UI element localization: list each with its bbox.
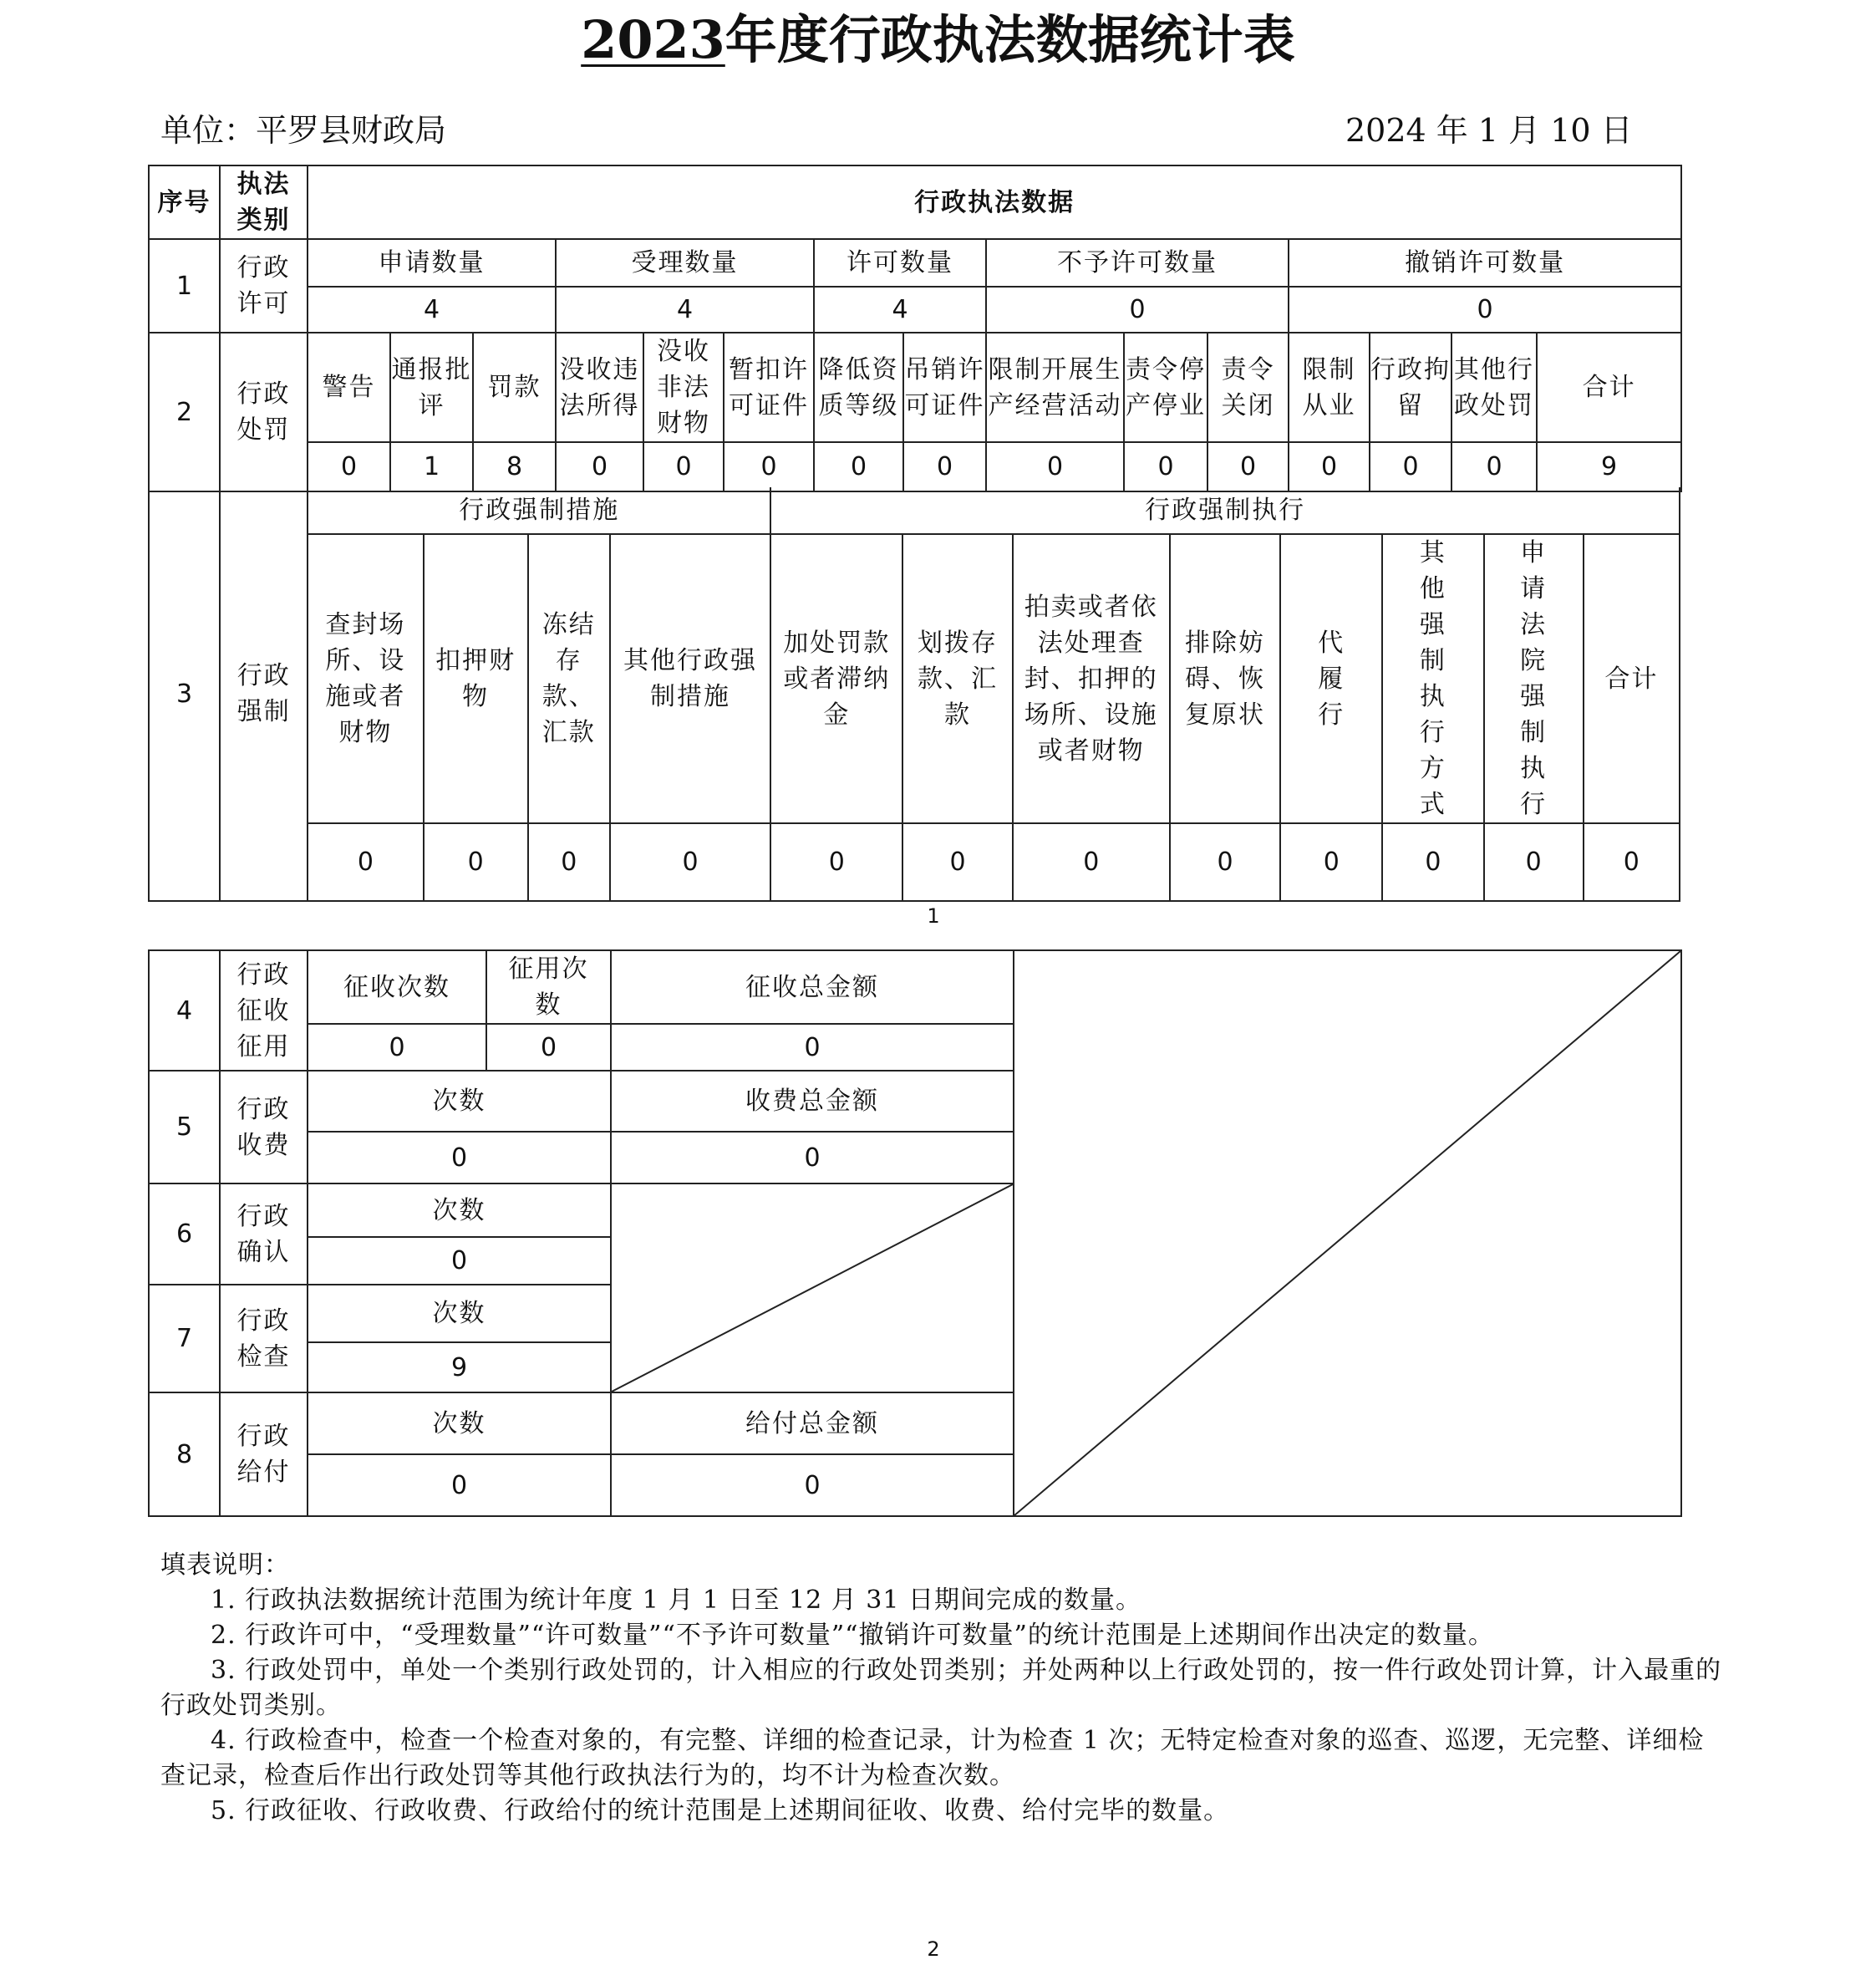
row3-value: 0 — [1013, 823, 1170, 901]
row2-value-total: 9 — [1537, 442, 1681, 491]
row2-header: 责令停产停业 — [1124, 333, 1207, 442]
row2-header: 通报批评 — [390, 333, 473, 442]
row1-value: 4 — [308, 287, 556, 333]
statistics-table-part2 — [148, 949, 1682, 1517]
blank-diagonal-cell-small — [611, 1183, 1014, 1392]
row2-value: 1 — [390, 442, 473, 491]
row2-value: 0 — [1124, 442, 1207, 491]
row1-value: 4 — [814, 287, 986, 333]
row2-values-row — [149, 442, 1681, 491]
row1-category: 行政许可 — [220, 239, 308, 333]
row2-header: 限制开展生产经营活动 — [986, 333, 1124, 442]
row3-value: 0 — [1170, 823, 1280, 901]
row7-category: 行政检查 — [220, 1285, 308, 1392]
row2-value: 0 — [1289, 442, 1370, 491]
row1-seq: 1 — [149, 239, 220, 333]
row6-value: 0 — [308, 1237, 611, 1285]
row1-header-denied: 不予许可数量 — [986, 239, 1289, 287]
row7-seq: 7 — [149, 1285, 220, 1392]
row3-header: 代履行 — [1280, 534, 1382, 823]
row2-value: 0 — [903, 442, 986, 491]
row7-value: 9 — [308, 1342, 611, 1392]
row2-header: 其他行政处罚 — [1451, 333, 1537, 442]
statistics-table-part1-row3 — [148, 487, 1680, 902]
row3-header: 申请法院强制执行 — [1484, 534, 1584, 823]
note-item: 4. 行政检查中，检查一个检查对象的，有完整、详细的检查记录，计为检查 1 次；无特定检查对象的巡查、巡逻，无完整、详细检查记录，检查后作出行政处罚等其他行政执法行为的，均不计为检查次数。 — [160, 1726, 1705, 1790]
row2-header: 吊销许可证件 — [903, 333, 986, 442]
row3-value: 0 — [1382, 823, 1483, 901]
row2-value: 0 — [724, 442, 814, 491]
row8-category: 行政给付 — [220, 1392, 308, 1516]
row8-value: 0 — [308, 1454, 611, 1516]
row2-header-total: 合计 — [1537, 333, 1681, 442]
row4-category: 行政征收征用 — [220, 950, 308, 1071]
row2-header: 责令关闭 — [1207, 333, 1289, 442]
row2-header: 行政拘留 — [1370, 333, 1451, 442]
row2-value: 0 — [814, 442, 903, 491]
row1-header-accepted: 受理数量 — [556, 239, 814, 287]
row3-value: 0 — [528, 823, 610, 901]
row3-header: 划拨存款、汇款 — [902, 534, 1012, 823]
row1-header-application: 申请数量 — [308, 239, 556, 287]
row3-value: 0 — [424, 823, 528, 901]
row1-values-row — [149, 287, 1681, 333]
page-number-1: 1 — [927, 904, 940, 928]
row8-header: 次数 — [308, 1392, 611, 1454]
row2-header-row — [149, 333, 1681, 442]
report-date: 2024 年 1 月 10 日 — [1345, 112, 1633, 149]
row2-header: 警告 — [308, 333, 390, 442]
row3-values-row — [149, 823, 1680, 901]
row5-seq: 5 — [149, 1071, 220, 1183]
row4-seq: 4 — [149, 950, 220, 1071]
row1-value: 0 — [1289, 287, 1681, 333]
row2-header: 没收违法所得 — [556, 333, 643, 442]
page-number-2: 2 — [927, 1937, 940, 1961]
fill-instructions — [160, 1548, 1723, 1829]
row3-header: 拍卖或者依法处理查封、扣押的场所、设施或者财物 — [1013, 534, 1170, 823]
row2-header: 没收非法财物 — [643, 333, 724, 442]
row3-value: 0 — [770, 823, 902, 901]
row2-value: 0 — [1451, 442, 1537, 491]
row7-header: 次数 — [308, 1285, 611, 1342]
row5-header: 收费总金额 — [611, 1071, 1014, 1132]
row8-seq: 8 — [149, 1392, 220, 1516]
row4-header: 征用次数 — [486, 950, 611, 1024]
seq-header: 序号 — [149, 165, 220, 239]
row3-group-measures: 行政强制措施 — [308, 487, 770, 534]
row4-header: 征收次数 — [308, 950, 486, 1024]
row3-group-row — [149, 487, 1680, 534]
row4-value: 0 — [611, 1024, 1014, 1071]
row2-seq: 2 — [149, 333, 220, 491]
row2-header: 降低资质等级 — [814, 333, 903, 442]
row3-seq: 3 — [149, 487, 220, 901]
data-header: 行政执法数据 — [308, 165, 1681, 239]
row5-value: 0 — [308, 1132, 611, 1183]
row4-value: 0 — [486, 1024, 611, 1071]
row6-header: 次数 — [308, 1183, 611, 1237]
row2-value: 0 — [556, 442, 643, 491]
row4-header-row — [149, 950, 1681, 1024]
title-year: 2023 — [581, 9, 725, 70]
title-text: 年度行政执法数据统计表 — [724, 9, 1295, 70]
row2-category: 行政处罚 — [220, 333, 308, 491]
page-title — [0, 7, 1876, 74]
row3-value: 0 — [1484, 823, 1584, 901]
notes-title: 填表说明： — [160, 1550, 290, 1580]
row3-header: 加处罚款或者滞纳金 — [770, 534, 902, 823]
row3-category: 行政强制 — [220, 487, 308, 901]
diagonal-line — [1014, 951, 1680, 1515]
row3-header-total: 合计 — [1584, 534, 1680, 823]
row3-group-enforcement: 行政强制执行 — [770, 487, 1680, 534]
blank-diagonal-cell-large — [1014, 950, 1681, 1516]
row2-value: 8 — [473, 442, 556, 491]
row3-value: 0 — [610, 823, 770, 901]
header-row — [149, 165, 1681, 239]
row8-header: 给付总金额 — [611, 1392, 1014, 1454]
row8-value: 0 — [611, 1454, 1014, 1516]
row4-header: 征收总金额 — [611, 950, 1014, 1024]
row3-header-row — [149, 534, 1680, 823]
row1-header-revoked: 撤销许可数量 — [1289, 239, 1681, 287]
row1-value: 0 — [986, 287, 1289, 333]
note-item: 5. 行政征收、行政收费、行政给付的统计范围是上述期间征收、收费、给付完毕的数量。 — [211, 1796, 1230, 1825]
row6-category: 行政确认 — [220, 1183, 308, 1285]
row2-value: 0 — [1370, 442, 1451, 491]
note-item: 3. 行政处罚中，单处一个类别行政处罚的，计入相应的行政处罚类别；并处两种以上行政处罚的，按一件行政处罚计算，计入最重的行政处罚类别。 — [160, 1656, 1722, 1720]
row2-value: 0 — [1207, 442, 1289, 491]
row2-value: 0 — [986, 442, 1124, 491]
row2-header: 暂扣许可证件 — [724, 333, 814, 442]
row2-header: 限制从业 — [1289, 333, 1370, 442]
row3-value: 0 — [308, 823, 423, 901]
unit-label: 单位：平罗县财政局 — [160, 112, 447, 149]
row5-value: 0 — [611, 1132, 1014, 1183]
row3-value-total: 0 — [1584, 823, 1680, 901]
row3-header: 扣押财物 — [424, 534, 528, 823]
note-item: 2. 行政许可中，“受理数量”“许可数量”“不予许可数量”“撤销许可数量”的统计范围是上述期间作出决定的数量。 — [211, 1621, 1494, 1650]
row2-value: 0 — [308, 442, 390, 491]
note-item: 1. 行政执法数据统计范围为统计年度 1 月 1 日至 12 月 31 日期间完成的数量。 — [211, 1586, 1141, 1615]
row5-header: 次数 — [308, 1071, 611, 1132]
row6-seq: 6 — [149, 1183, 220, 1285]
category-header: 执法类别 — [220, 165, 308, 239]
row1-value: 4 — [556, 287, 814, 333]
diagonal-line — [612, 1184, 1013, 1392]
row3-value: 0 — [1280, 823, 1382, 901]
row2-header: 罚款 — [473, 333, 556, 442]
row3-value: 0 — [902, 823, 1012, 901]
row3-header: 其他行政强制措施 — [610, 534, 770, 823]
row5-category: 行政收费 — [220, 1071, 308, 1183]
row2-value: 0 — [643, 442, 724, 491]
row3-header: 其他强制执行方式 — [1382, 534, 1483, 823]
row3-header: 排除妨碍、恢复原状 — [1170, 534, 1280, 823]
row1-header-licensed: 许可数量 — [814, 239, 986, 287]
row1-header-row — [149, 239, 1681, 287]
row4-value: 0 — [308, 1024, 486, 1071]
row3-header: 冻结存款、汇款 — [528, 534, 610, 823]
statistics-table-part1 — [148, 165, 1682, 492]
row3-header: 查封场所、设施或者财物 — [308, 534, 423, 823]
